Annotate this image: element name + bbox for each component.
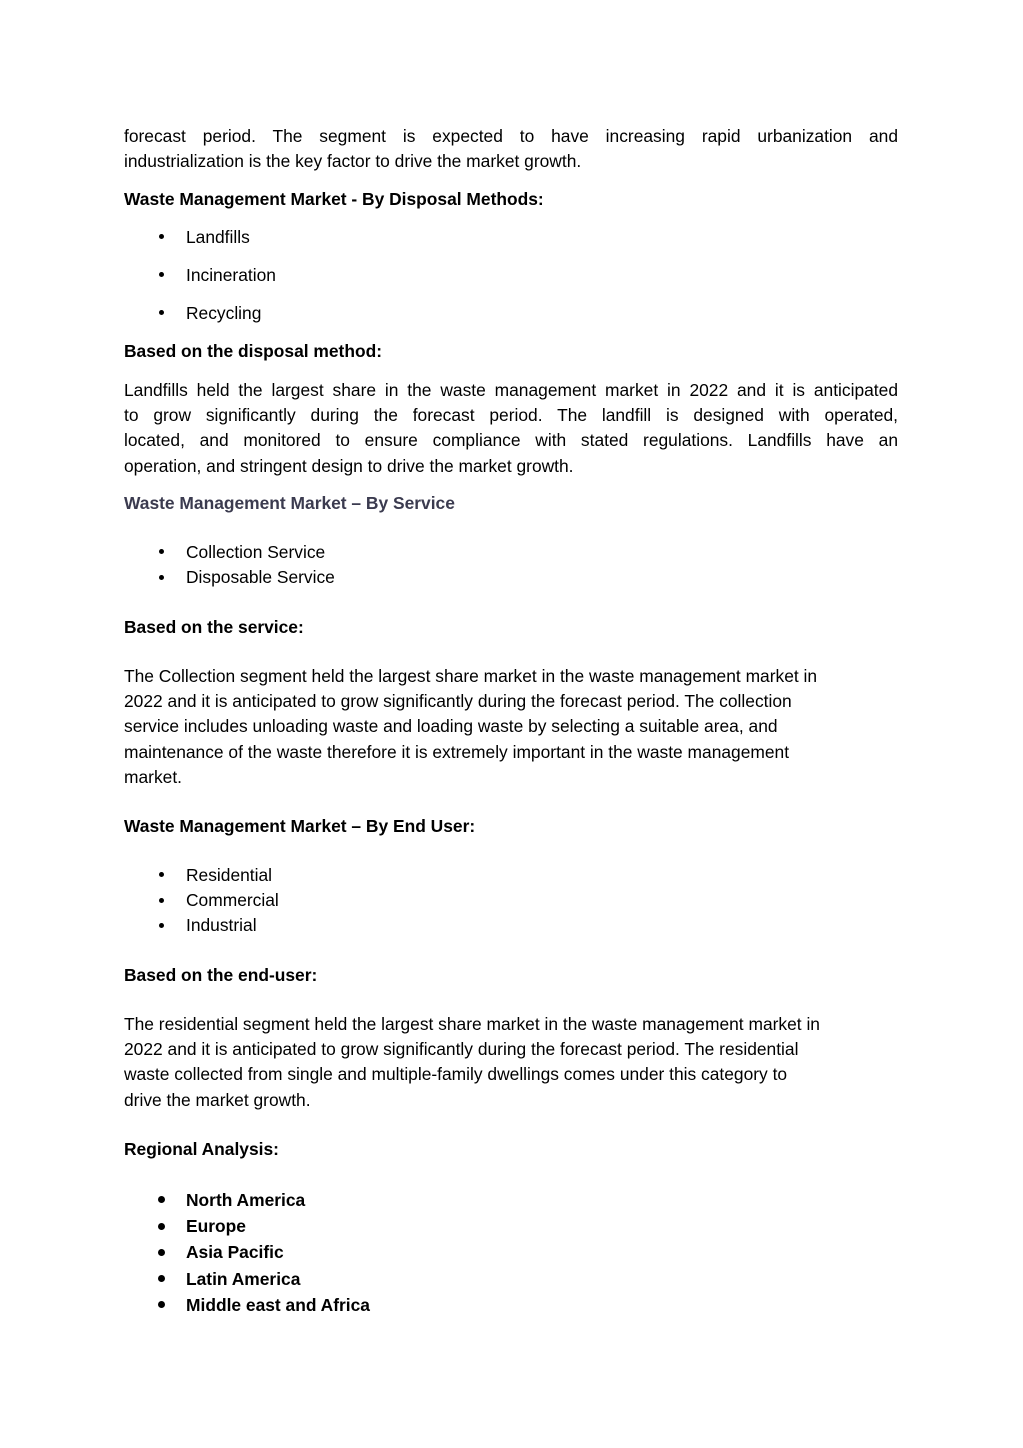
intro-line-1: forecast period. The segment is expected to have increasing rapid urbanization and	[124, 126, 898, 146]
list-item-label: Landfills	[186, 227, 250, 247]
list-item-label: Industrial	[186, 915, 257, 936]
service-based-heading: Based on the service:	[124, 617, 304, 637]
paragraph-line: drive the market growth.	[124, 1089, 311, 1110]
paragraph-line: service includes unloading waste and loading waste by selecting a suitable area, and	[124, 716, 778, 737]
bullet-icon	[156, 565, 166, 590]
bullet-icon	[156, 1266, 166, 1292]
bullet-icon	[156, 540, 166, 565]
list-item-label: Disposable Service	[186, 567, 335, 588]
list-item	[124, 1292, 898, 1318]
list-item-label: Recycling	[186, 303, 262, 323]
end-user-based-heading: Based on the end-user:	[124, 965, 318, 985]
bullet-icon	[156, 225, 166, 250]
service-list	[124, 540, 898, 590]
end-user-paragraph	[124, 1012, 898, 1113]
disposal-based-heading: Based on the disposal method:	[124, 341, 382, 361]
paragraph-line: market.	[124, 766, 182, 787]
bullet-icon	[156, 863, 166, 888]
list-item	[124, 1266, 898, 1292]
list-item	[124, 888, 898, 913]
paragraph-line: Landfills held the largest share in the waste management market in 2022 and it is anticipated	[124, 380, 898, 400]
disposal-paragraph	[124, 378, 898, 479]
list-item	[124, 913, 898, 938]
paragraph-line: maintenance of the waste therefore it is extremely important in the waste management	[124, 741, 790, 762]
list-item-label: Residential	[186, 865, 273, 885]
list-item	[124, 263, 898, 288]
list-item-label: Europe	[186, 1216, 246, 1237]
bullet-icon	[156, 888, 166, 913]
bullet-icon	[156, 913, 166, 938]
bullet-icon	[156, 1187, 166, 1213]
bullet-icon	[156, 263, 166, 288]
regional-heading: Regional Analysis:	[124, 1139, 279, 1159]
paragraph-line: The residential segment held the largest share market in the waste management market in	[124, 1014, 820, 1034]
list-item-label: North America	[186, 1190, 306, 1210]
list-item	[124, 1239, 898, 1265]
paragraph-line: The Collection segment held the largest share market in the waste management market in	[124, 666, 818, 686]
service-paragraph	[124, 664, 898, 790]
list-item-label: Collection Service	[186, 542, 326, 562]
list-item	[124, 1213, 898, 1239]
paragraph-line: located, and monitored to ensure compliance with stated regulations. Landfills have an	[124, 430, 898, 451]
end-user-list	[124, 863, 898, 939]
list-item-label: Latin America	[186, 1268, 301, 1289]
list-item-label: Incineration	[186, 265, 276, 285]
list-item	[124, 225, 898, 250]
list-item	[124, 540, 898, 565]
paragraph-line: waste collected from single and multiple-family dwellings comes under this category to	[124, 1064, 788, 1085]
list-item-label: Commercial	[186, 890, 279, 911]
list-item	[124, 565, 898, 590]
paragraph-line: to grow significantly during the forecast period. The landfill is designed with operated,	[124, 405, 898, 426]
intro-paragraph	[124, 124, 898, 174]
list-item	[124, 863, 898, 888]
list-item	[124, 1187, 898, 1213]
paragraph-line: operation, and stringent design to drive the market growth.	[124, 455, 574, 476]
intro-line-2: industrialization is the key factor to drive the market growth.	[124, 151, 582, 172]
bullet-icon	[156, 1213, 166, 1239]
disposal-list	[124, 225, 898, 326]
paragraph-line: 2022 and it is anticipated to grow significantly during the forecast period. The residential	[124, 1039, 799, 1060]
disposal-heading: Waste Management Market - By Disposal Methods:	[124, 189, 544, 209]
paragraph-line: 2022 and it is anticipated to grow significantly during the forecast period. The collection	[124, 691, 792, 712]
regional-list	[124, 1187, 898, 1318]
service-heading: Waste Management Market – By Service	[124, 493, 455, 513]
list-item	[124, 301, 898, 326]
bullet-icon	[156, 1239, 166, 1265]
bullet-icon	[156, 1292, 166, 1318]
end-user-heading: Waste Management Market – By End User:	[124, 816, 476, 836]
list-item-label: Middle east and Africa	[186, 1294, 370, 1315]
list-item-label: Asia Pacific	[186, 1242, 284, 1263]
bullet-icon	[156, 301, 166, 326]
